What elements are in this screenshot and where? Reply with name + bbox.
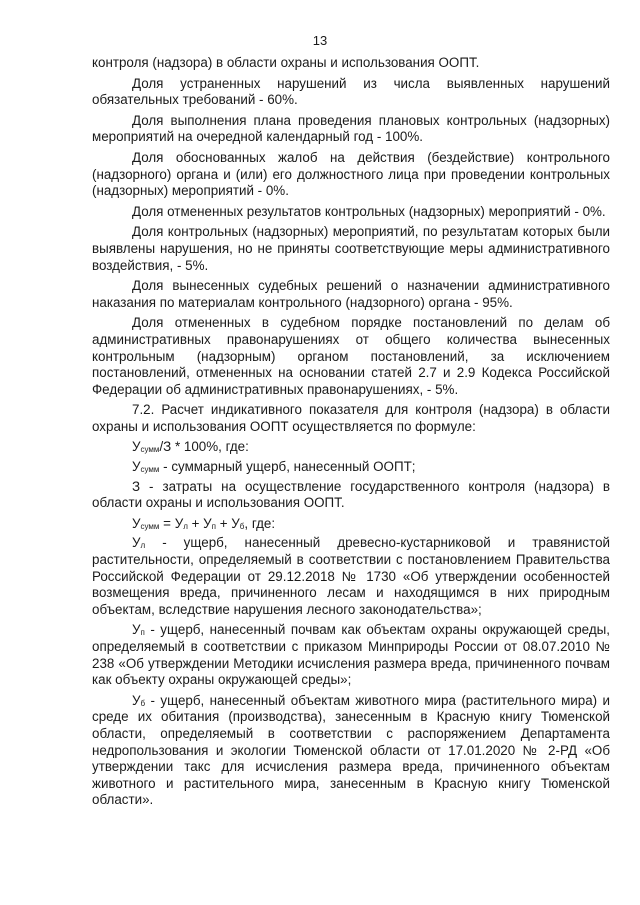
paragraph-court-decisions: Доля вынесенных судебных решений о назначении административного наказания по материалам контрольного (надзорного) органа - 95%. [92,278,610,310]
paragraph-indicator-calculation: 7.2. Расчет индикативного показателя для контроля (надзора) в области охраны и использования ООПТ осуществляется по формуле: [92,402,610,434]
definition-total-damage: $У_{сумм}$ - суммарный ущерб, нанесенный ООПТ; [132,459,416,475]
paragraph-plan-completion: Доля выполнения плана проведения плановых контрольных (надзорных) мероприятий на очередной календарный год - 100%. [92,112,610,145]
paragraph-continuation: контроля (надзора) в области охраны и использования ООПТ. [92,55,480,70]
definition-forest-damage: $У_л$ - ущерб, нанесенный древесно-кустарниковой и травянистой растительности, определяемый в соответствии с постановлением Правительства Российской Федерации от 29.12.2018 № 1730 «Об утверждении особенностей возмещения вреда, причиненного лесам и находящимся в них природным объектам, вследствие нарушения лесного законодательства»; [92,535,610,617]
definition-costs: З - затраты на осуществление государственного контроля (надзора) в области охраны и использования ООПТ. [92,478,610,511]
formula-ratio: $У_{сумм}/З * 100\%$, где: [132,439,249,455]
paragraph-justified-complaints: Доля обоснованных жалоб на действия (бездействие) контрольного (надзорного) органа и (или) его должностного лица при проведении контрольных (надзорных) мероприятий - 0%. [92,149,610,199]
definition-wildlife-damage: $У_б$ - ущерб, нанесенный объектам животного мира (растительного мира) и среде их обитания (производства), занесенным в Красную книгу Тюменской области, определяемый в соответствии с распоряжением Департамента недропользования и экологии Тюменской области от 17.01.2020 № 2-РД «Об утверждении такс для исчисления размера вреда, причиненного объектам животного и растительного мира, занесенным в Красную книгу Тюменской области». [92,692,610,808]
paragraph-cancelled-rulings: Доля отмененных в судебном порядке постановлений по делам об административных правонарушениях от общего количества вынесенных контрольным (надзорным) органом постановлений, за исключением постановлений, отмененных на основании статей 2.7 и 2.9 Кодекса Российской Федерации об административных правонарушениях, - 5%. [92,315,610,397]
paragraph-resolved-violations: Доля устраненных нарушений из числа выявленных нарушений обязательных требований - 60%. [92,75,610,108]
document-body [92,55,610,813]
paragraph-no-measures: Доля контрольных (надзорных) мероприятий, по результатам которых были выявлены нарушения, но не приняты соответствующие меры административного воздействия, - 5%. [92,224,610,273]
paragraph-cancelled-results: Доля отмененных результатов контрольных (надзорных) мероприятий - 0%. [132,203,606,219]
page-number: 13 [312,33,328,48]
formula-sum: $У_{сумм} = У_л + У_п + У_б$, где: [132,515,276,531]
definition-soil-damage: $У_п$ - ущерб, нанесенный почвам как объектам охраны окружающей среды, определяемый в соответствии с приказом Минприроды России от 08.07.2010 № 238 «Об утверждении Методики исчисления размера вреда, причиненного почвам как объекту охраны окружающей среды»; [92,622,610,688]
